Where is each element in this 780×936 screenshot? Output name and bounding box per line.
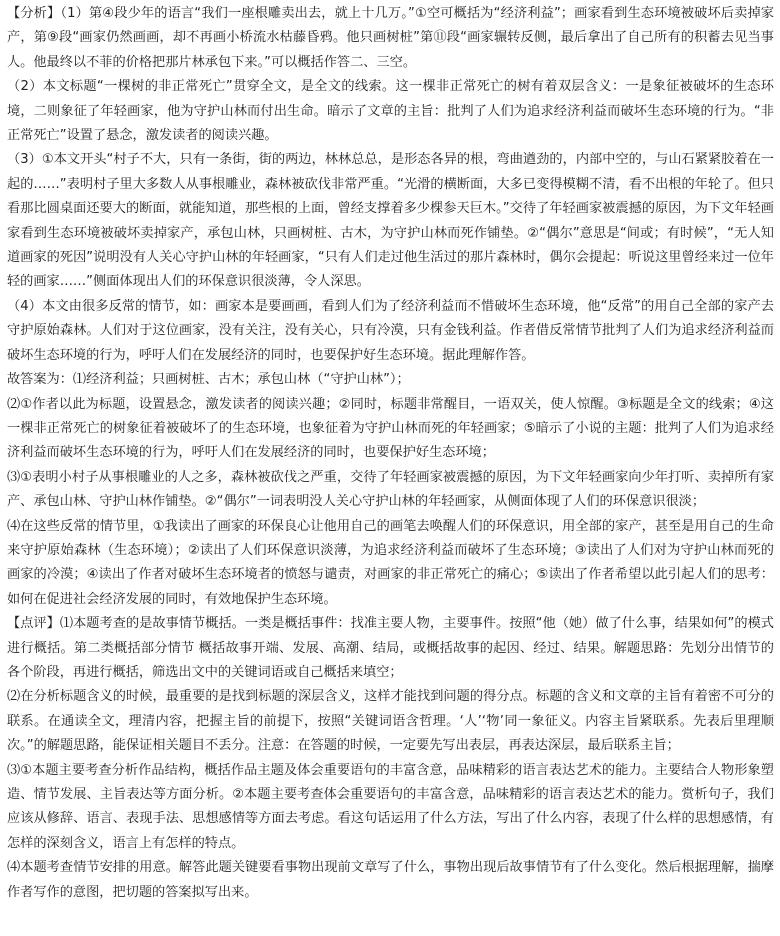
commentary-paragraph-4: ⑷本题考查情节安排的用意。解答此题关键要看事物出现前文章写了什么，事物出现后故事情节有了什么变化。然后根据理解，揣摩作者写作的意图，把切题的答案拟写出来。 [7, 860, 774, 900]
commentary-paragraph-3: ⑶①本题主要考查分析作品结构，概括作品主题及体会重要语句的丰富含意，品味精彩的语言表达艺术的能力。主要结合人物形象塑造、情节发展、主旨表达等方面分析。②本题主要考查体会重要语句的丰富含意，品味精彩的语言表达艺术的能力。赏析句子，我们应该从修辞、语言、表现手法、思想感情等方面去考虑。看这句话运用了什么方法，写出了什么内容，表现了什么样的思想感情，有怎样的深刻含义，语言上有怎样的特点。 [7, 762, 774, 851]
commentary-paragraph-1: 【点评】⑴本题考查的是故事情节概括。一类是概括事件：找准主要人物，主要事件。按照“他（她）做了什么事，结果如何”的模式进行概括。第二类概括部分情节 概括故事开端、发展、高潮、结局，或概括故事的起因、经过、结果。解题思路：先划分出情节的各个阶段，再进行概括，筛选出文中的关键词语或自己概括来填空； [7, 616, 774, 680]
analysis-paragraph-4: （4）本文由很多反常的情节，如：画家本是要画画，看到人们为了经济利益而不惜破坏生态环境，他“反常”的用自己全部的家产去守护原始森林。人们对于这位画家，没有关注，没有关心，只有冷漠，只有金钱利益。作者借反常情节批判了人们为追求经济利益而破坏生态环境的行为，呼吁人们在发展经济的同时，也要保护好生态环境。据此理解作答。 [7, 298, 774, 363]
answer-paragraph-2: ⑵①作者以此为标题，设置悬念，激发读者的阅读兴趣；②同时，标题非常醒目，一语双关，使人惊醒。③标题是全文的线索；④这一棵非正常死亡的树象征着被破坏了的生态环境，也象征着为守护山林而死的年轻画家；⑤暗示了小说的主题：批判了人们为追求经济利益而破坏生态环境的行为，呼吁人们在发展经济的同时，也要保护好生态环境； [7, 396, 774, 461]
analysis-paragraph-3: （3）①本文开头“村子不大，只有一条街，街的两边，林林总总，是形态各异的根，弯曲遒劲的，内部中空的，与山石紧紧胶着在一起的……”表明村子里大多数人从事根雕业，森林被砍伐非常严重。“光滑的横断面，大多已变得模糊不清，看不出根的年轮了。但只看那比圆桌面还要大的断面，就能知道，那些根的上面，曾经支撑着多少棵参天巨木。”交待了年轻画家被震撼的原因，为下文年轻画家看到生态环境被破坏卖掉家产，承包山林，只画树桩、古木，为守护山林而死作铺垫。②“偶尔”意思是“间或；有时候”，“无人知道画家的死因”说明没有人关心守护山林的年轻画家，“只有人们走过他生活过的那片森林时，偶尔会提起：听说这里曾经来过一位年轻的画家……”侧面体现出人们的环保意识很淡薄，令人深思。 [7, 152, 774, 290]
answer-paragraph-3: ⑶①表明小村子从事根雕业的人之多，森林被砍伐之严重，交待了年轻画家被震撼的原因，为下文年轻画家向少年打听、卖掉所有家产、承包山林、守护山林作铺垫。②“偶尔”一词表明没人关心守护山林的年轻画家，从侧面体现了人们的环保意识很淡； [7, 469, 774, 510]
commentary-paragraph-2: ⑵在分析标题含义的时候，最重要的是找到标题的深层含义，这样才能找到问题的得分点。标题的含义和文章的主旨有着密不可分的联系。在通读全文，理清内容，把握主旨的前提下，按照“关键词语含哲理。‘人’‘物’同一象征义。内容主旨紧联系。先表后里理顺次。”的解题思路，能保证相关题目不丢分。注意：在答题的时候，一定要先写出表层，再表达深层，最后联系主旨； [7, 689, 774, 754]
answer-paragraph-4: ⑷在这些反常的情节里，①我读出了画家的环保良心让他用自己的画笔去唤醒人们的环保意识，用全部的家产，甚至是用自己的生命来守护原始森林（生态环境）；②读出了人们环保意识淡薄，为追求经济利益而破坏了生态环境；③读出了人们对为守护山林而死的画家的冷漠；④读出了作者对破坏生态环境者的愤怒与谴责，对画家的非正常死亡的痛心；⑤读出了作者希望以此引起人们的思考：如何在促进社会经济发展的同时，有效地保护生态环境。 [7, 518, 774, 607]
analysis-paragraph-1: 【分析】（1）第④段少年的语言“我们一座根雕卖出去，就上十几万。”①空可概括为“经济利益”；画家看到生态环境被破坏后卖掉家产，第⑨段“画家仍然画画，却不再画小桥流水枯藤昏鸦。他只画树桩”第⑪段“画家辗转反侧，最后拿出了自己所有的积蓄去见当事人。他最终以不菲的价格把那片林承包下来。”可以概括作答二、三空。 [7, 6, 774, 70]
answer-paragraph-1: 故答案为：⑴经济利益；只画树桩、古木；承包山林（“守护山林”）； [7, 372, 410, 388]
analysis-paragraph-2: （2）本文标题“一棵树的非正常死亡”贯穿全文，是全文的线索。这一棵非正常死亡的树有着双层含义：一是象征被破坏的生态环境，二则象征了年轻画家，他为守护山林而付出生命。暗示了文章的主旨：批判了人们为追求经济利益而破坏生态环境的行为。“非正常死亡”设置了悬念，激发读者的阅读兴趣。 [7, 79, 774, 144]
